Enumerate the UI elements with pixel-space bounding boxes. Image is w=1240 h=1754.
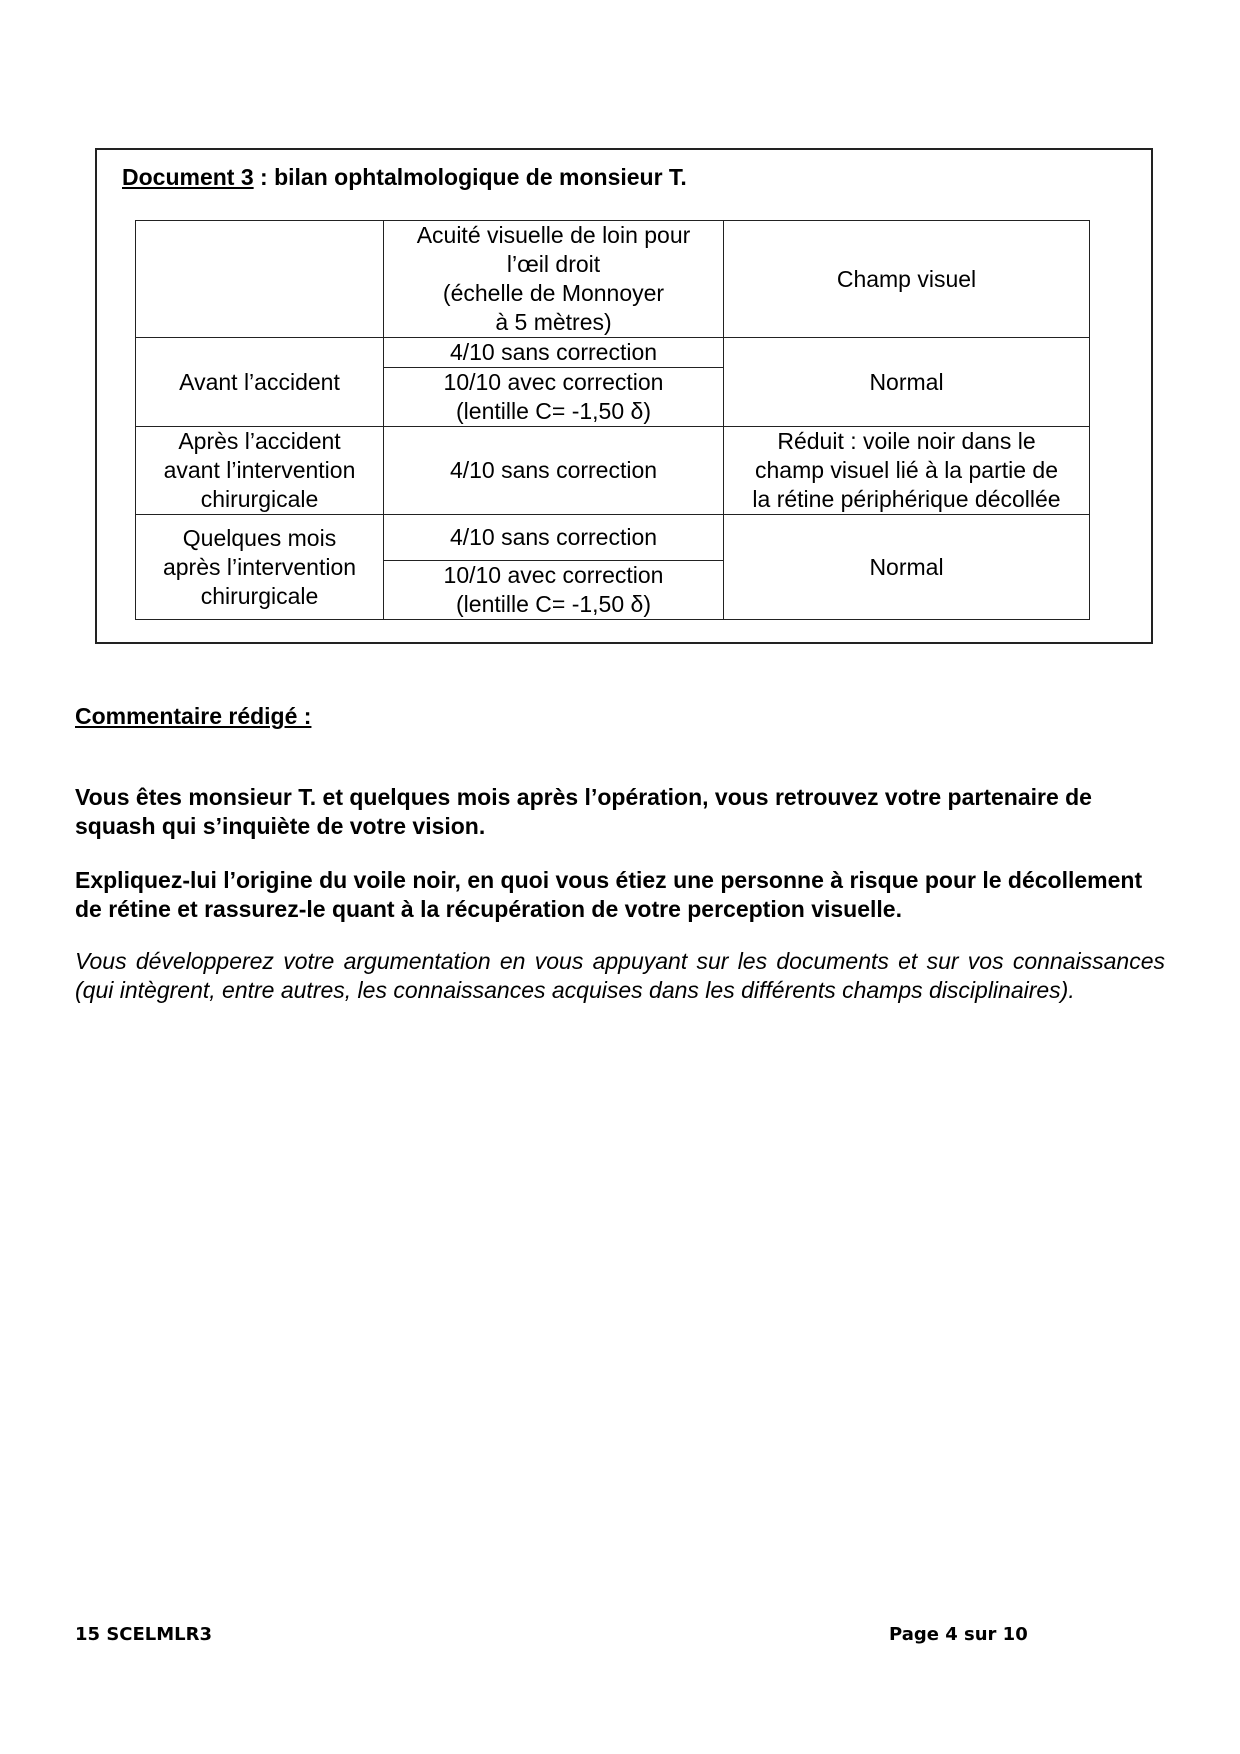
instruction-paragraph-1: Vous êtes monsieur T. et quelques mois après l’opération, vous retrouvez votre partenaire de squash qui s’inquiète de votre vision.	[75, 784, 1092, 839]
field-line: Normal	[869, 368, 944, 395]
ophthalmology-table	[135, 220, 1090, 620]
row-label-line: Quelques mois	[182, 524, 337, 551]
acuity-cell	[384, 338, 724, 368]
footer-code: 15 SCELMLR3	[75, 1624, 213, 1645]
comment-heading: Commentaire rédigé :	[75, 703, 312, 729]
table-header-row	[136, 221, 1090, 338]
row-label-cell	[136, 338, 384, 427]
header-acuity-line: l’œil droit	[506, 251, 601, 277]
acuity-line: 4/10 sans correction	[449, 339, 658, 365]
acuity-cell	[384, 427, 724, 515]
acuity-line: 4/10 sans correction	[449, 457, 658, 483]
row-label-line: chirurgicale	[200, 582, 319, 609]
header-acuity-cell	[384, 221, 724, 338]
document-box	[95, 148, 1153, 644]
field-line: la rétine périphérique décollée	[752, 486, 1061, 512]
field-line: champ visuel lié à la partie de	[755, 457, 1058, 483]
acuity-line: (lentille C= -1,50 δ)	[456, 591, 651, 617]
document-title	[122, 164, 687, 191]
header-field-cell: Champ visuel	[724, 221, 1090, 338]
row-label-cell	[136, 515, 384, 620]
row-label-line: Avant l’accident	[179, 368, 340, 395]
row-label-line: après l’intervention	[162, 553, 357, 580]
header-acuity-line: à 5 mètres)	[495, 309, 612, 335]
acuity-line: (lentille C= -1,50 δ)	[456, 398, 651, 424]
document-label: Document 3	[122, 164, 254, 190]
acuity-line: 10/10 avec correction	[443, 562, 664, 588]
field-line: Normal	[869, 553, 944, 580]
field-line: Réduit : voile noir dans le	[777, 428, 1036, 454]
header-acuity-line: (échelle de Monnoyer	[442, 280, 665, 306]
acuity-line: 4/10 sans correction	[449, 524, 658, 550]
header-acuity-line: Acuité visuelle de loin pour	[416, 222, 691, 248]
table-row	[136, 515, 1090, 561]
document-title-text: : bilan ophtalmologique de monsieur T.	[253, 164, 687, 190]
row-label-line: Après l’accident	[178, 428, 341, 454]
row-label-cell	[136, 427, 384, 515]
table-row	[136, 427, 1090, 515]
header-empty-cell	[136, 221, 384, 338]
field-cell	[724, 338, 1090, 427]
field-cell	[724, 427, 1090, 515]
instruction-paragraph-3: Vous développerez votre argumentation en vous appuyant sur les documents et sur vos connaissances (qui intègrent, entre autres, les connaissances acquises dans les différents champs disciplinaires).	[75, 948, 1165, 1003]
acuity-cell	[384, 368, 724, 427]
row-label-line: chirurgicale	[200, 486, 319, 512]
row-label-line: avant l’intervention	[163, 457, 356, 483]
acuity-cell	[384, 561, 724, 620]
acuity-cell	[384, 515, 724, 561]
table-row	[136, 338, 1090, 368]
footer-page-number: Page 4 sur 10	[889, 1624, 1028, 1645]
acuity-line: 10/10 avec correction	[443, 369, 664, 395]
field-cell	[724, 515, 1090, 620]
instruction-paragraph-2: Expliquez-lui l’origine du voile noir, en quoi vous étiez une personne à risque pour le décollement de rétine et rassurez-le quant à la récupération de votre perception visuelle.	[75, 867, 1143, 922]
